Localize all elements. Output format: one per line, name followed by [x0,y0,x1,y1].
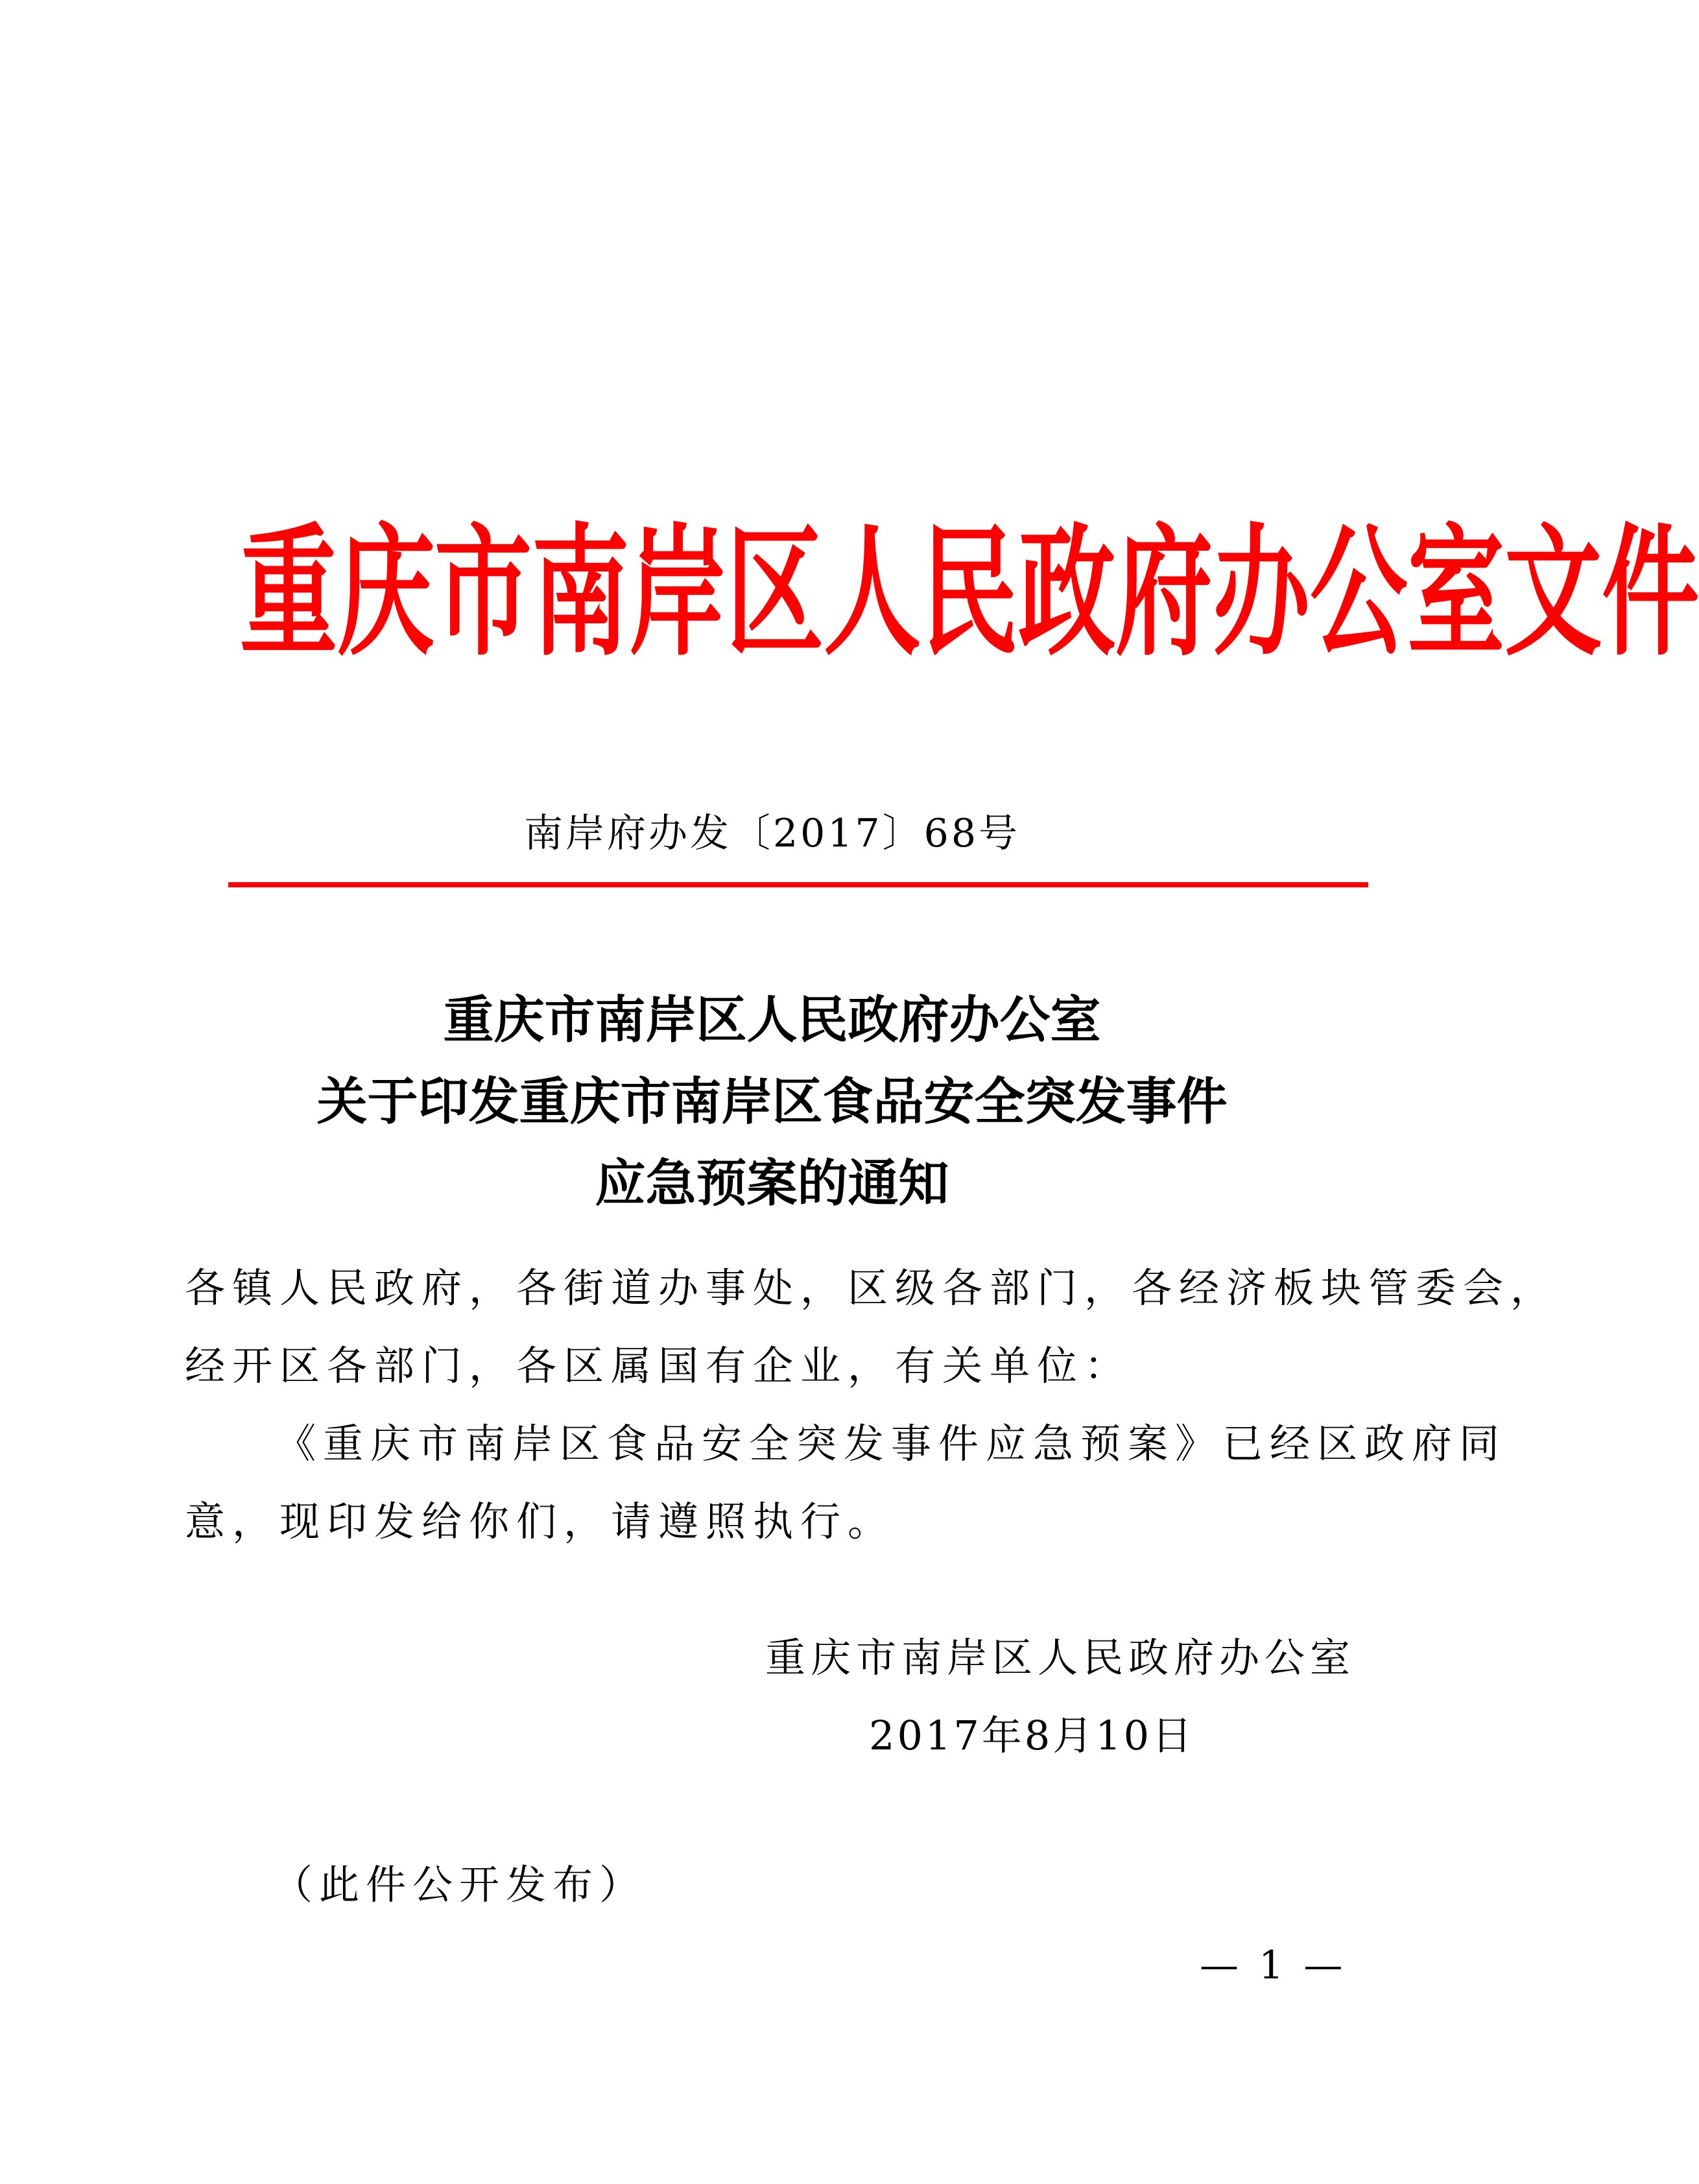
title-line-1: 重庆市南岸区人民政府办公室 [443,990,1101,1050]
body-paragraph-line-1: 《重庆市南岸区食品安全突发事件应急预案》已经区政府同 [276,1420,1507,1467]
masthead-char: 府 [1115,511,1213,676]
masthead-char: 文 [1504,511,1602,676]
document-number: 南岸府办发〔2017〕68号 [523,811,1021,856]
masthead-char: 重 [240,511,338,676]
masthead-char: 民 [921,511,1019,676]
masthead-char: 办 [1213,511,1311,676]
masthead-char: 件 [1602,511,1699,676]
masthead-char: 南 [532,511,630,676]
masthead-char: 人 [824,511,921,676]
masthead-char: 政 [1018,511,1116,676]
title-line-2: 关于印发重庆市南岸区食品安全突发事件 [316,1072,1228,1131]
addressee-line-2: 经开区各部门，各区属国有企业，有关单位： [185,1342,1132,1389]
signature-date: 2017年8月10日 [869,1712,1195,1759]
addressee-line-1: 各镇人民政府，各街道办事处，区级各部门，各经济板块管委会， [185,1264,1558,1312]
page-number: — 1 — [1200,1943,1347,1988]
masthead-char: 岸 [629,511,727,676]
publication-note: （此件公开发布） [272,1861,647,1908]
masthead-char: 公 [1310,511,1408,676]
body-paragraph-line-2: 意，现印发给你们，请遵照执行。 [185,1498,896,1545]
signature-organization: 重庆市南岸区人民政府办公室 [765,1634,1356,1681]
masthead-char: 庆 [337,511,435,676]
title-line-3: 应急预案的通知 [595,1154,949,1213]
masthead-title [240,499,1699,688]
red-divider-line [228,882,1368,887]
masthead-char: 市 [434,511,532,676]
masthead-char: 室 [1407,511,1505,676]
notice-title [0,979,1544,1225]
masthead-char: 区 [726,511,824,676]
